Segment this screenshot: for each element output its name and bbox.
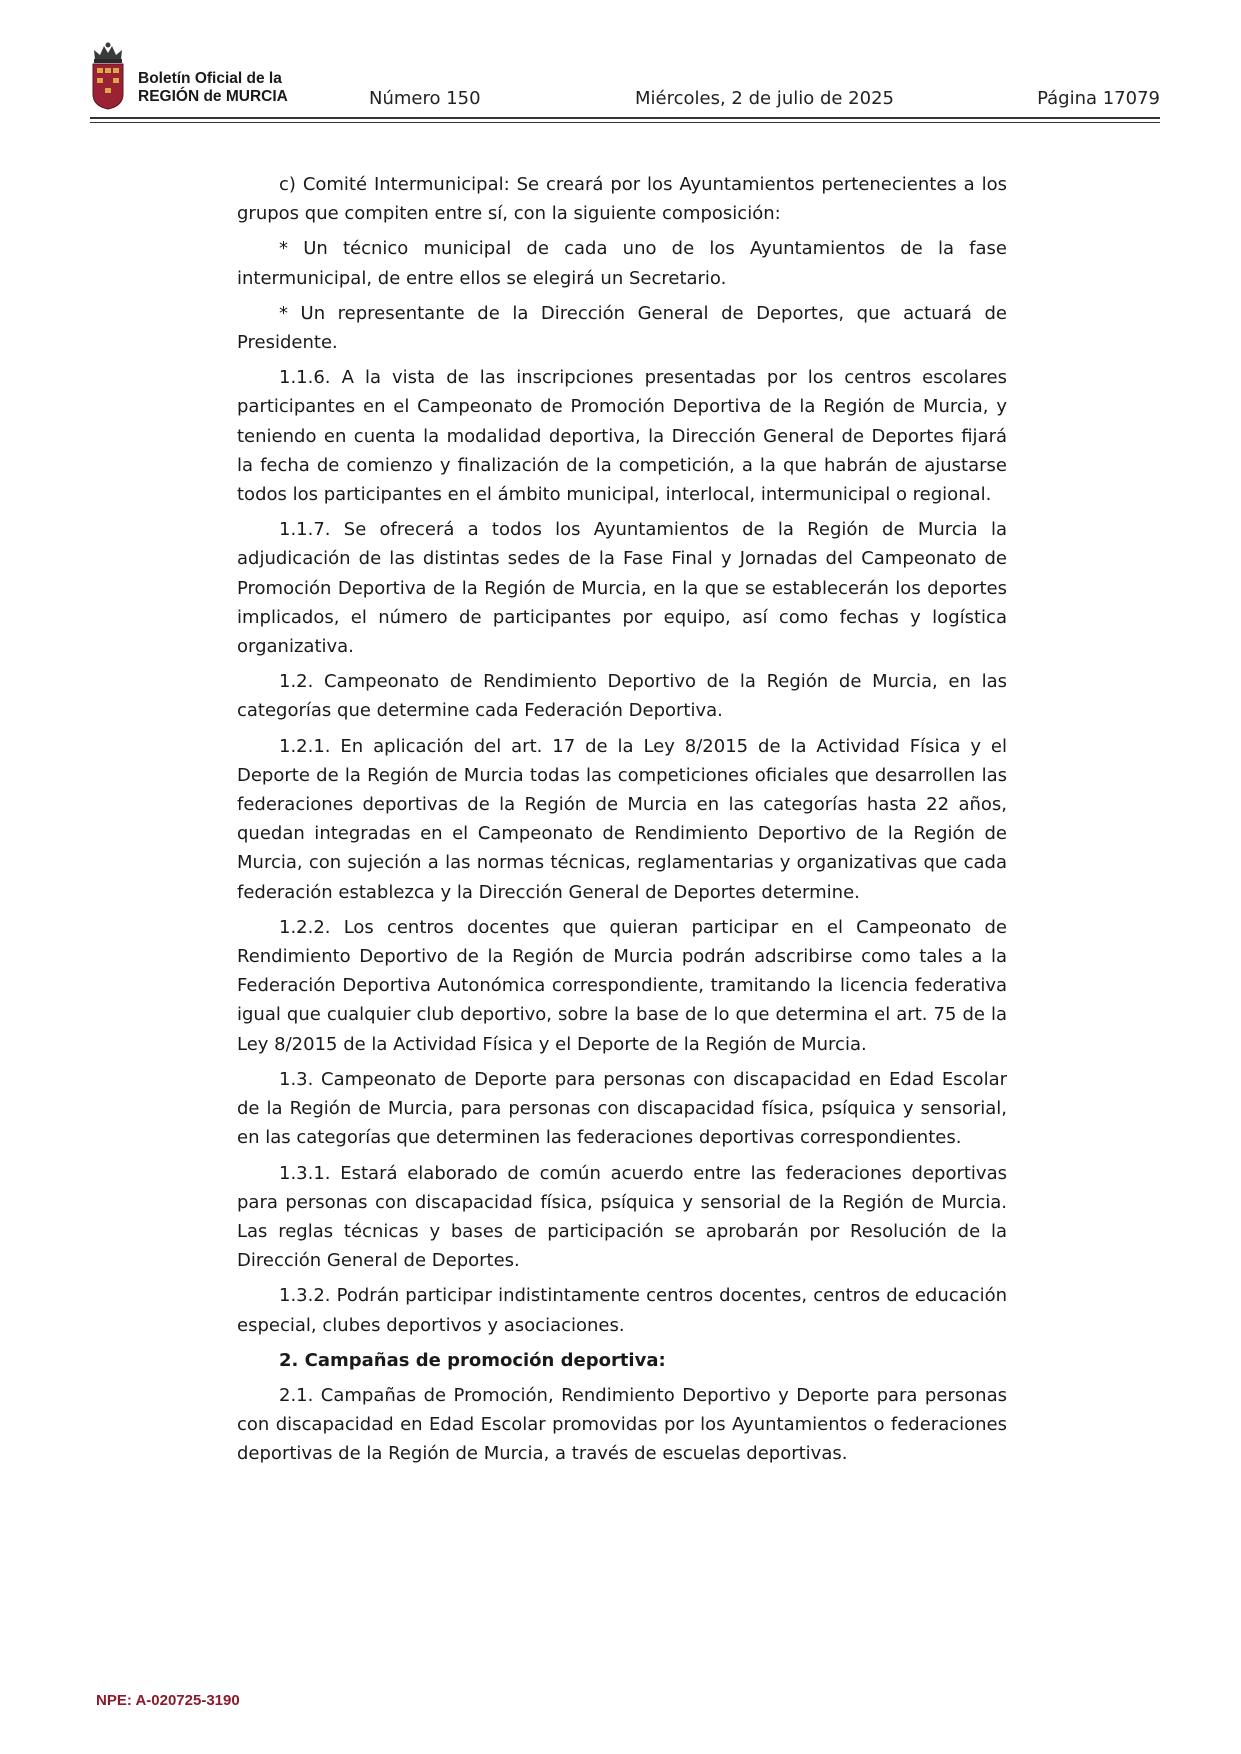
paragraph: 2.1. Campañas de Promoción, Rendimiento Deportivo y Deporte para personas con discapacidad en Edad Escolar promovidas por los Ayuntamientos o federaciones deportivas de la Región de Murcia, a través de escuelas deportivas. [237, 1384, 1007, 1465]
paragraph: 1.1.7. Se ofrecerá a todos los Ayuntamientos de la Región de Murcia la adjudicación de las distintas sedes de la Fase Final y Jornadas del Campeonato de Promoción Deportiva de la Región de Murcia, en la que se establecerán los deportes implicados, el número de participantes por equipo, así como fechas y logística organizativa. [237, 519, 1007, 658]
page-header [90, 40, 1160, 122]
issue-number: Número 150 [369, 88, 481, 109]
paragraph: 1.3.1. Estará elaborado de común acuerdo entre las federaciones deportivas para personas con discapacidad física, psíquica y sensorial de la Región de Murcia. Las reglas técnicas y bases de participación se aprobarán por Resolución de la Dirección General de Deportes. [237, 1162, 1007, 1272]
region-murcia-coat-of-arms-icon [90, 40, 126, 110]
paragraph: * Un técnico municipal de cada uno de los Ayuntamientos de la fase intermunicipal, de entre ellos se elegirá un Secretario. [237, 238, 1007, 289]
paragraph: 1.1.6. A la vista de las inscripciones presentadas por los centros escolares participantes en el Campeonato de Promoción Deportiva de la Región de Murcia, y teniendo en cuenta la modalidad deportiva, la Dirección General de Deportes fijará la fecha de comienzo y finalización de la competición, a la que habrán de ajustarse todos los participantes en el ámbito municipal, interlocal, intermunicipal o regional. [237, 367, 1007, 506]
paragraph: c) Comité Intermunicipal: Se creará por los Ayuntamientos pertenecientes a los grupos que compiten entre sí, con la siguiente composición: [237, 174, 1007, 225]
paragraph: 1.2.1. En aplicación del art. 17 de la Ley 8/2015 de la Actividad Física y el Deporte de la Región de Murcia todas las competiciones oficiales que desarrollen las federaciones deportivas de la Región de Murcia en las categorías hasta 22 años, quedan integradas en el Campeonato de Rendimiento Deportivo de la Región de Murcia, con sujeción a las normas técnicas, reglamentarias y organizativas que cada federación establezca y la Dirección General de Deportes determine. [237, 735, 1007, 903]
npe-code: NPE: A-020725-3190 [96, 1692, 240, 1709]
header-divider-bottom [90, 122, 1160, 123]
brand-line-1: Boletín Oficial de la [138, 70, 282, 87]
document-body [237, 170, 1007, 1475]
paragraph: 1.3.2. Podrán participar indistintamente centros docentes, centros de educación especial, clubes deportivos y asociaciones. [237, 1285, 1007, 1336]
paragraph: 1.3. Campeonato de Deporte para personas con discapacidad en Edad Escolar de la Región de Murcia, para personas con discapacidad física, psíquica y sensorial, en las categorías que determinen las federaciones deportivas correspondientes. [237, 1068, 1007, 1149]
paragraph: * Un representante de la Dirección General de Deportes, que actuará de Presidente. [237, 302, 1007, 354]
paragraph: 1.2.2. Los centros docentes que quieran participar en el Campeonato de Rendimiento Deportivo de la Región de Murcia podrán adscribirse como tales a la Federación Deportiva Autonómica correspondiente, tramitando la licencia federativa igual que cualquier club deportivo, sobre la base de lo que determina el art. 75 de la Ley 8/2015 de la Actividad Física y el Deporte de la Región de Murcia. [237, 916, 1007, 1055]
bulletin-brand [138, 70, 288, 106]
paragraph: 1.2. Campeonato de Rendimiento Deportivo de la Región de Murcia, en las categorías que determine cada Federación Deportiva. [237, 671, 1007, 722]
header-divider-top [90, 117, 1160, 119]
section-heading: 2. Campañas de promoción deportiva: [279, 1349, 666, 1371]
issue-date: Miércoles, 2 de julio de 2025 [635, 88, 894, 109]
brand-line-2: REGIÓN de MURCIA [138, 88, 288, 105]
page-number: Página 17079 [1037, 88, 1160, 109]
